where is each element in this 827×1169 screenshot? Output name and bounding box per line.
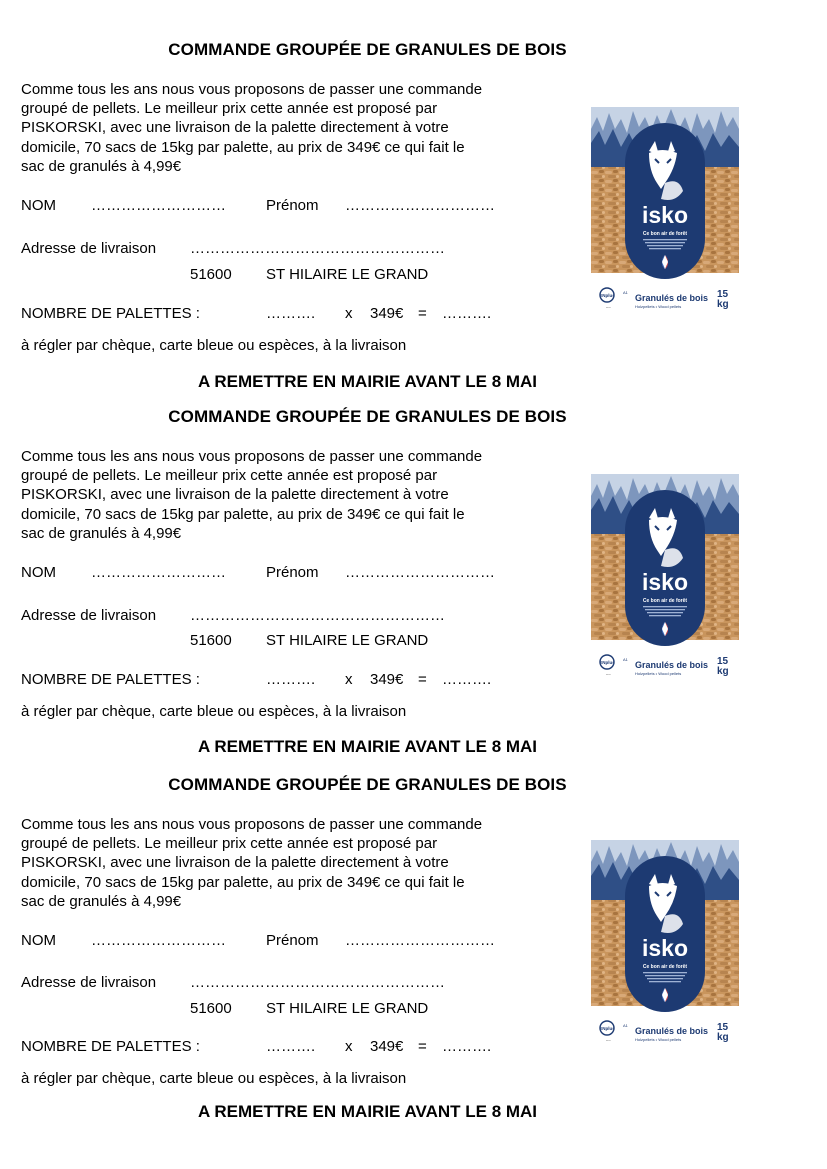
city: ST HILAIRE LE GRAND	[266, 266, 429, 283]
unit-price: 349€	[370, 671, 404, 688]
adresse-label: Adresse de livraison	[21, 607, 157, 624]
product-sub: Holzpellets • Wood pellets	[635, 1037, 682, 1042]
prenom-label: Prénom	[266, 564, 319, 581]
intro-text	[21, 815, 551, 911]
palettes-field[interactable]: ……….	[266, 1038, 316, 1055]
intro-line: PISKORSKI, avec une livraison de la palette directement à votre	[21, 486, 449, 504]
form-title: COMMANDE GROUPÉE DE GRANULES DE BOIS	[168, 407, 567, 426]
intro-text	[21, 447, 551, 543]
prenom-field[interactable]: …………………………	[345, 932, 495, 949]
adresse-field[interactable]: ……………………………………………	[190, 974, 445, 991]
isko-pellet-bag-image	[591, 474, 739, 680]
equals-sign: =	[418, 671, 427, 688]
order-form-2	[0, 367, 827, 756]
equals-sign: =	[418, 1038, 427, 1055]
nom-field[interactable]: ………………………	[91, 197, 226, 214]
nom-field[interactable]: ………………………	[91, 932, 226, 949]
intro-line: domicile, 70 sacs de 15kg par palette, au prix de 349€ ce qui fait le	[21, 138, 465, 156]
weight-value: 15	[717, 1022, 729, 1033]
deadline-note: A REMETTRE EN MAIRIE AVANT LE 8 MAI	[197, 1102, 538, 1121]
postal-code: 51600	[190, 1000, 232, 1017]
unit-price: 349€	[370, 1038, 404, 1055]
intro-line: domicile, 70 sacs de 15kg par palette, au prix de 349€ ce qui fait le	[21, 505, 465, 523]
isko-pellet-bag-image	[591, 107, 739, 313]
postal-code: 51600	[190, 632, 232, 649]
intro-line: Comme tous les ans nous vous proposons de passer une commande	[21, 81, 483, 98]
palettes-label: NOMBRE DE PALETTES :	[21, 305, 200, 322]
times-sign: x	[345, 305, 353, 322]
city: ST HILAIRE LE GRAND	[266, 1000, 429, 1017]
adresse-field[interactable]: ……………………………………………	[190, 240, 445, 257]
order-form-3	[0, 734, 827, 1121]
prenom-label: Prénom	[266, 197, 319, 214]
intro-line: PISKORSKI, avec une livraison de la palette directement à votre	[21, 854, 449, 872]
weight-unit: kg	[717, 1032, 729, 1043]
postal-code: 51600	[190, 266, 232, 283]
product-name: Granulés de bois	[635, 660, 709, 670]
form-title: COMMANDE GROUPÉE DE GRANULES DE BOIS	[168, 775, 567, 794]
isko-pellet-bag-image	[591, 840, 739, 1046]
product-sub: Holzpellets • Wood pellets	[635, 671, 682, 676]
prenom-label: Prénom	[266, 932, 319, 949]
intro-line: groupé de pellets. Le meilleur prix cette année est proposé par	[21, 467, 438, 485]
deadline-note: A REMETTRE EN MAIRIE AVANT LE 8 MAI	[197, 372, 538, 391]
palettes-label: NOMBRE DE PALETTES :	[21, 671, 200, 688]
unit-price: 349€	[370, 305, 404, 322]
prenom-field[interactable]: …………………………	[345, 197, 495, 214]
nom-label: NOM	[21, 932, 56, 949]
payment-note: à régler par chèque, carte bleue ou espèces, à la livraison	[21, 703, 407, 720]
payment-note: à régler par chèque, carte bleue ou espèces, à la livraison	[21, 1070, 407, 1087]
adresse-label: Adresse de livraison	[21, 974, 157, 991]
prenom-field[interactable]: …………………………	[345, 564, 495, 581]
nom-field[interactable]: ………………………	[91, 564, 226, 581]
payment-note: à régler par chèque, carte bleue ou espèces, à la livraison	[21, 337, 407, 354]
total-field[interactable]: ……….	[442, 305, 492, 322]
product-sub: Holzpellets • Wood pellets	[635, 304, 682, 309]
intro-line: PISKORSKI, avec une livraison de la palette directement à votre	[21, 119, 449, 137]
intro-line: groupé de pellets. Le meilleur prix cette année est proposé par	[21, 100, 438, 118]
nom-label: NOM	[21, 197, 56, 214]
weight-value: 15	[717, 656, 729, 667]
product-name: Granulés de bois	[635, 293, 709, 303]
palettes-field[interactable]: ……….	[266, 305, 316, 322]
total-field[interactable]: ……….	[442, 671, 492, 688]
order-form-1	[0, 0, 827, 391]
equals-sign: =	[418, 305, 427, 322]
total-field[interactable]: ……….	[442, 1038, 492, 1055]
times-sign: x	[345, 1038, 353, 1055]
weight-value: 15	[717, 289, 729, 300]
weight-unit: kg	[717, 299, 729, 310]
city: ST HILAIRE LE GRAND	[266, 632, 429, 649]
intro-line: Comme tous les ans nous vous proposons de passer une commande	[21, 816, 483, 833]
palettes-label: NOMBRE DE PALETTES :	[21, 1038, 200, 1055]
intro-line: sac de granulés à 4,99€	[21, 524, 182, 542]
palettes-field[interactable]: ……….	[266, 671, 316, 688]
intro-text	[21, 80, 551, 176]
nom-label: NOM	[21, 564, 56, 581]
intro-line: domicile, 70 sacs de 15kg par palette, au prix de 349€ ce qui fait le	[21, 873, 465, 891]
intro-line: groupé de pellets. Le meilleur prix cette année est proposé par	[21, 835, 438, 853]
intro-line: sac de granulés à 4,99€	[21, 157, 182, 175]
intro-line: sac de granulés à 4,99€	[21, 892, 182, 910]
adresse-label: Adresse de livraison	[21, 240, 157, 257]
times-sign: x	[345, 671, 353, 688]
product-name: Granulés de bois	[635, 1026, 709, 1036]
intro-line: Comme tous les ans nous vous proposons de passer une commande	[21, 448, 483, 465]
form-title: COMMANDE GROUPÉE DE GRANULES DE BOIS	[168, 40, 567, 59]
deadline-note: A REMETTRE EN MAIRIE AVANT LE 8 MAI	[197, 737, 538, 756]
adresse-field[interactable]: ……………………………………………	[190, 607, 445, 624]
weight-unit: kg	[717, 666, 729, 677]
